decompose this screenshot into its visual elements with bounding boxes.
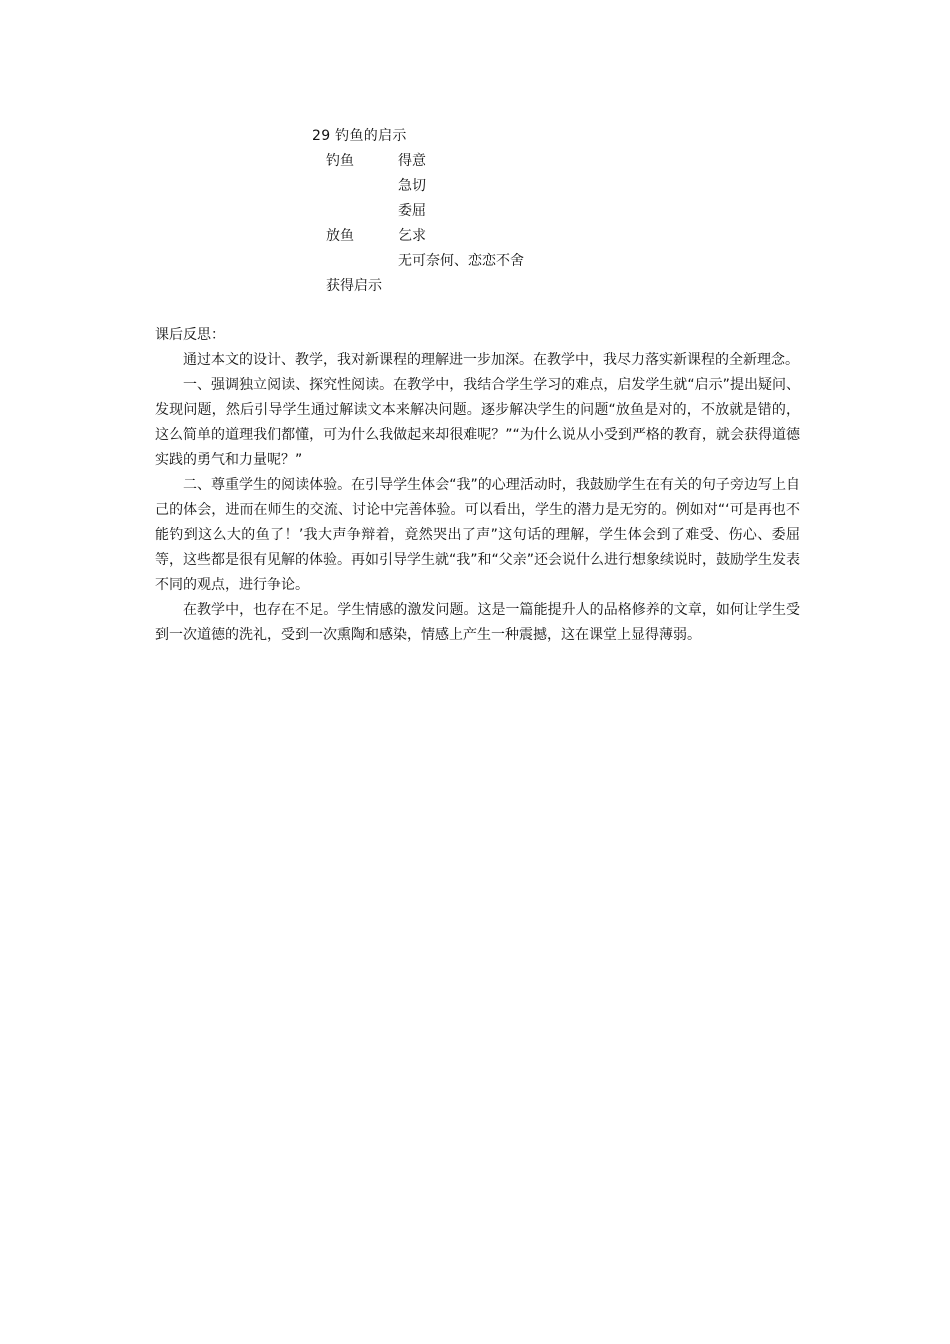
outline-right: 无可奈何、恋恋不舍 bbox=[398, 253, 524, 269]
outline-right: 乞求 bbox=[398, 228, 426, 244]
lesson-outline bbox=[312, 124, 712, 299]
reflection-paragraph: 二、尊重学生的阅读体验。在引导学生体会“我”的心理活动时，我鼓励学生在有关的句子旁边写上自己的体会，进而在师生的交流、讨论中完善体验。可以看出，学生的潜力是无穷的。例如对“‘可是再也不能钓到这么大的鱼了！’我大声争辩着，竟然哭出了声”这句话的理解，学生体会到了难受、伤心、委屈等，这些都是很有见解的体验。再如引导学生就“我”和“父亲”还会说什么进行想象续说时，鼓励学生发表不同的观点，进行争论。 bbox=[155, 477, 801, 593]
outline-right: 委屈 bbox=[398, 203, 426, 219]
reflection-section bbox=[155, 323, 800, 648]
outline-left: 获得启示 bbox=[326, 278, 382, 294]
outline-row bbox=[312, 274, 712, 299]
outline-row bbox=[312, 149, 712, 174]
outline-right: 得意 bbox=[398, 153, 426, 169]
outline-row bbox=[312, 199, 712, 224]
outline-row bbox=[312, 174, 712, 199]
reflection-heading: 课后反思： bbox=[155, 327, 225, 343]
outline-right: 急切 bbox=[398, 178, 426, 194]
reflection-paragraph: 通过本文的设计、教学，我对新课程的理解进一步加深。在教学中，我尽力落实新课程的全新理念。 bbox=[183, 352, 799, 368]
outline-row bbox=[312, 224, 712, 249]
outline-row bbox=[312, 249, 712, 274]
outline-left: 钓鱼 bbox=[326, 153, 354, 169]
reflection-paragraph: 在教学中，也存在不足。学生情感的激发问题。这是一篇能提升人的品格修养的文章，如何让学生受到一次道德的洗礼，受到一次熏陶和感染，情感上产生一种震撼，这在课堂上显得薄弱。 bbox=[155, 602, 800, 643]
outline-title: 29 钓鱼的启示 bbox=[312, 128, 407, 144]
outline-left: 放鱼 bbox=[326, 228, 354, 244]
reflection-paragraph: 一、强调独立阅读、探究性阅读。在教学中，我结合学生学习的难点，启发学生就“启示”提出疑问、发现问题，然后引导学生通过解读文本来解决问题。逐步解决学生的问题“放鱼是对的，不放就是错的，这么简单的道理我们都懂，可为什么我做起来却很难呢？”“为什么说从小受到严格的教育，就会获得道德实践的勇气和力量呢？” bbox=[155, 377, 800, 468]
